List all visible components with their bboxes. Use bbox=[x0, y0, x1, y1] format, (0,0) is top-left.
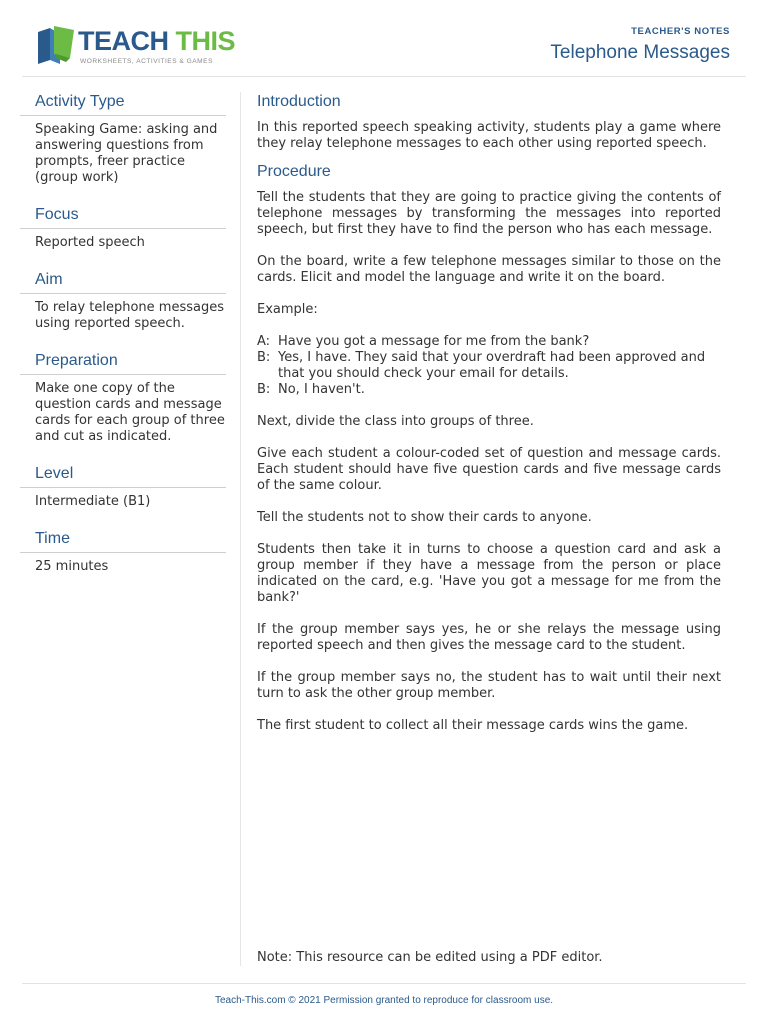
dialogue-line bbox=[257, 334, 721, 350]
sidebar-section-activity-type bbox=[20, 92, 226, 186]
page-header bbox=[22, 16, 746, 77]
procedure-heading: Procedure bbox=[257, 163, 331, 180]
footer-copyright: Teach-This.com © 2021 Permission granted to reproduce for classroom use. bbox=[214, 995, 554, 1006]
procedure-paragraph: On the board, write a few telephone messages similar to those on the cards. Elicit and model the language and write it on the board. bbox=[257, 254, 721, 285]
pdf-editor-note: Note: This resource can be edited using a PDF editor. bbox=[257, 950, 603, 965]
example-label: Example: bbox=[257, 302, 318, 317]
section-heading: Level bbox=[20, 464, 226, 488]
book-logo-icon bbox=[36, 24, 76, 66]
section-body: Reported speech bbox=[35, 235, 145, 250]
section-heading: Focus bbox=[20, 205, 226, 229]
section-body: To relay telephone messages using reported speech. bbox=[35, 300, 224, 331]
page-title: Telephone Messages bbox=[550, 42, 730, 63]
sidebar-section-level bbox=[20, 464, 226, 510]
sidebar-section-time bbox=[20, 529, 226, 575]
sidebar-section-focus bbox=[20, 205, 226, 251]
dialogue-speaker: B: bbox=[257, 382, 271, 397]
section-heading: Time bbox=[20, 529, 226, 553]
dialogue-text: Have you got a message for me from the bank? bbox=[278, 334, 590, 349]
procedure-paragraph: Students then take it in turns to choose a question card and ask a group member if they have a message from the person or place indicated on the card, e.g. 'Have you got a message for me from the bank?' bbox=[257, 542, 721, 605]
procedure-paragraph: Tell the students that they are going to practice giving the contents of telephone messages by transforming the messages into reported speech, but first they have to find the person who has each message. bbox=[257, 190, 721, 237]
procedure-paragraph: The first student to collect all their message cards wins the game. bbox=[257, 718, 689, 733]
sidebar-section-aim bbox=[20, 270, 226, 332]
section-heading: Aim bbox=[20, 270, 226, 294]
teach-this-logo bbox=[36, 22, 236, 70]
logo-tagline: WORKSHEETS, ACTIVITIES & GAMES bbox=[80, 58, 213, 65]
section-body: Intermediate (B1) bbox=[35, 494, 151, 509]
footer-divider bbox=[22, 983, 746, 984]
procedure-paragraph: If the group member says yes, he or she relays the message using reported speech and then gives the message card to the student. bbox=[257, 622, 721, 653]
section-body: Speaking Game: asking and answering questions from prompts, freer practice (group work) bbox=[35, 122, 218, 185]
sidebar bbox=[20, 92, 226, 594]
dialogue-text: Yes, I have. They said that your overdraft had been approved and that you should check your email for details. bbox=[278, 350, 706, 381]
dialogue-speaker: B: bbox=[257, 350, 271, 365]
dialogue-line bbox=[257, 382, 721, 398]
section-body: Make one copy of the question cards and message cards for each group of three and cut as indicated. bbox=[35, 381, 225, 444]
dialogue-line bbox=[257, 350, 721, 382]
logo-wordmark: TEACH THIS bbox=[78, 26, 236, 56]
procedure-paragraph: Tell the students not to show their cards to anyone. bbox=[257, 510, 592, 525]
procedure-paragraph: Give each student a colour-coded set of question and message cards. Each student should have five question cards and five message cards of the same colour. bbox=[257, 446, 721, 493]
section-heading: Preparation bbox=[20, 351, 226, 375]
introduction-heading: Introduction bbox=[257, 93, 341, 110]
section-heading: Activity Type bbox=[20, 92, 226, 116]
sidebar-section-preparation bbox=[20, 351, 226, 445]
column-divider bbox=[240, 92, 241, 966]
procedure-paragraph: Next, divide the class into groups of three. bbox=[257, 414, 534, 429]
section-body: 25 minutes bbox=[35, 559, 109, 574]
procedure-paragraph: If the group member says no, the student has to wait until their next turn to ask the other group member. bbox=[257, 670, 721, 701]
main-content bbox=[257, 92, 721, 750]
dialogue-text: No, I haven't. bbox=[278, 382, 365, 397]
dialogue-speaker: A: bbox=[257, 334, 271, 349]
example-dialogue bbox=[257, 334, 721, 398]
teachers-notes-label: TEACHER'S NOTES bbox=[631, 26, 730, 37]
introduction-text: In this reported speech speaking activity, students play a game where they relay telephone messages to each other using reported speech. bbox=[257, 120, 721, 151]
